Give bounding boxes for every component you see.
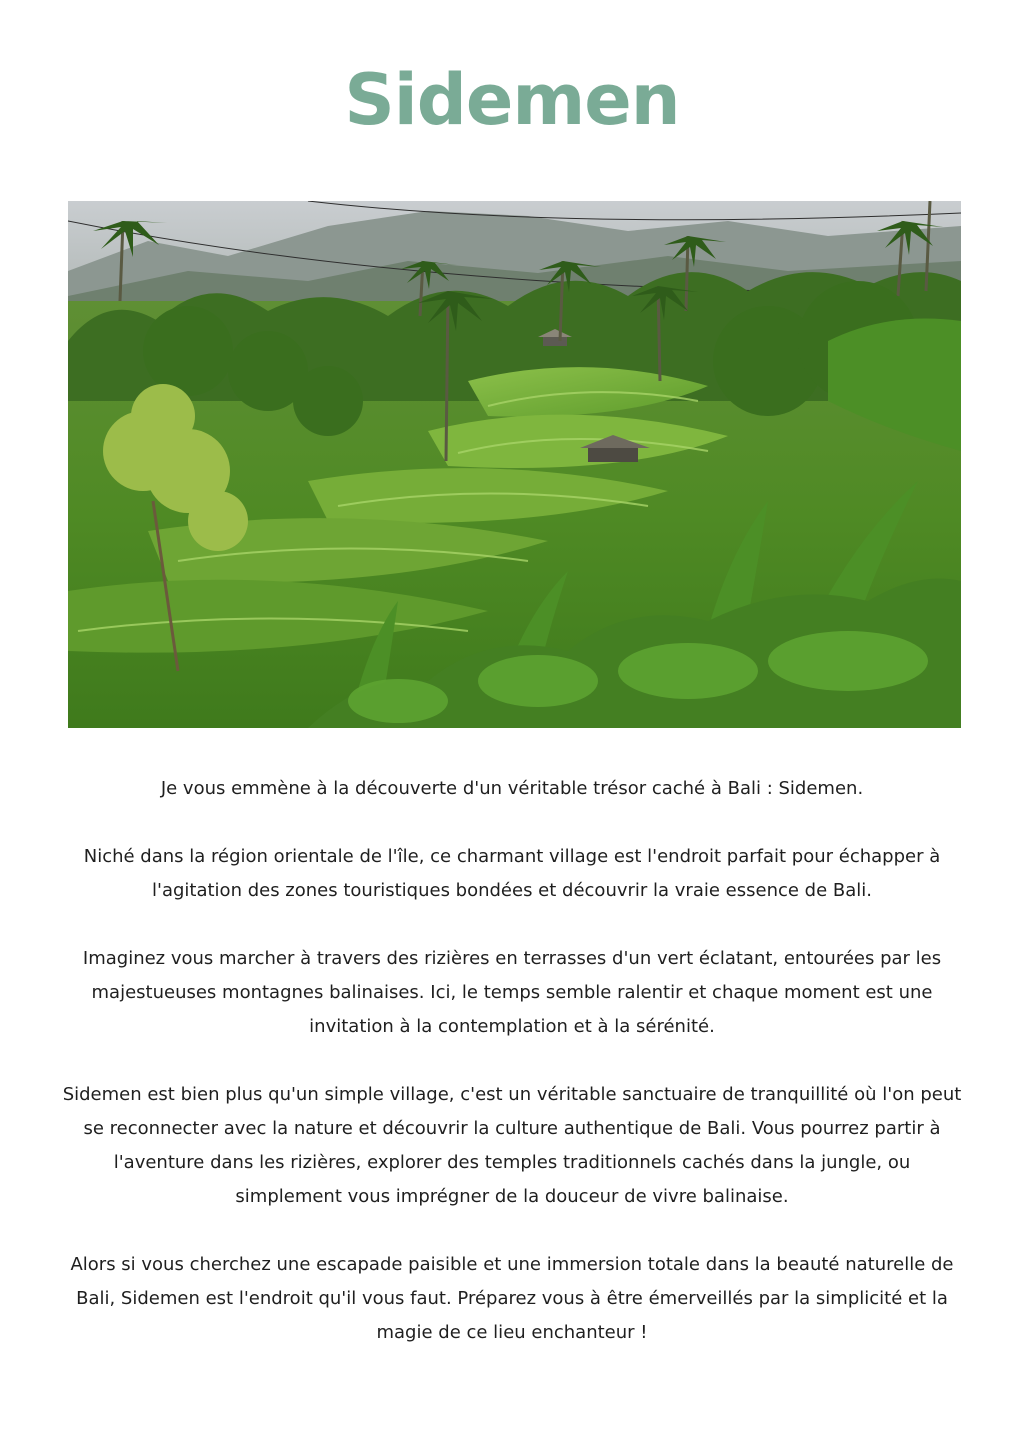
paragraph-location: Niché dans la région orientale de l'île, ce charmant village est l'endroit parfait pour échapper à l'agitation des zones touristiques bondées et découvrir la vraie essence de Bali.	[83, 846, 941, 901]
page-title: Sidemen	[344, 59, 680, 141]
landscape-photo	[68, 201, 961, 728]
paragraph-sanctuary: Sidemen est bien plus qu'un simple village, c'est un véritable sanctuaire de tranquillité où l'on peut se reconnecter avec la nature et découvrir la culture authentique de Bali. Vous pourrez partir à l'aventure dans les rizières, explorer des temples traditionnels cachés dans la jungle, ou simplement vous imprégner de la douceur de vivre balinaise.	[62, 1084, 962, 1207]
paragraph-rice-terraces: Imaginez vous marcher à travers des rizières en terrasses d'un vert éclatant, entourées par les majestueuses montagnes balinaises. Ici, le temps semble ralentir et chaque moment est une invitation à la contemplation et à la sérénité.	[82, 948, 942, 1037]
paragraph-intro: Je vous emmène à la découverte d'un véritable trésor caché à Bali : Sidemen.	[160, 778, 864, 799]
rice-terrace-illustration	[68, 201, 961, 728]
paragraph-conclusion: Alors si vous cherchez une escapade paisible et une immersion totale dans la beauté naturelle de Bali, Sidemen est l'endroit qu'il vous faut. Préparez vous à être émerveillés par la simplicité et la magie de ce lieu enchanteur !	[70, 1254, 954, 1343]
article-body	[60, 772, 964, 1350]
